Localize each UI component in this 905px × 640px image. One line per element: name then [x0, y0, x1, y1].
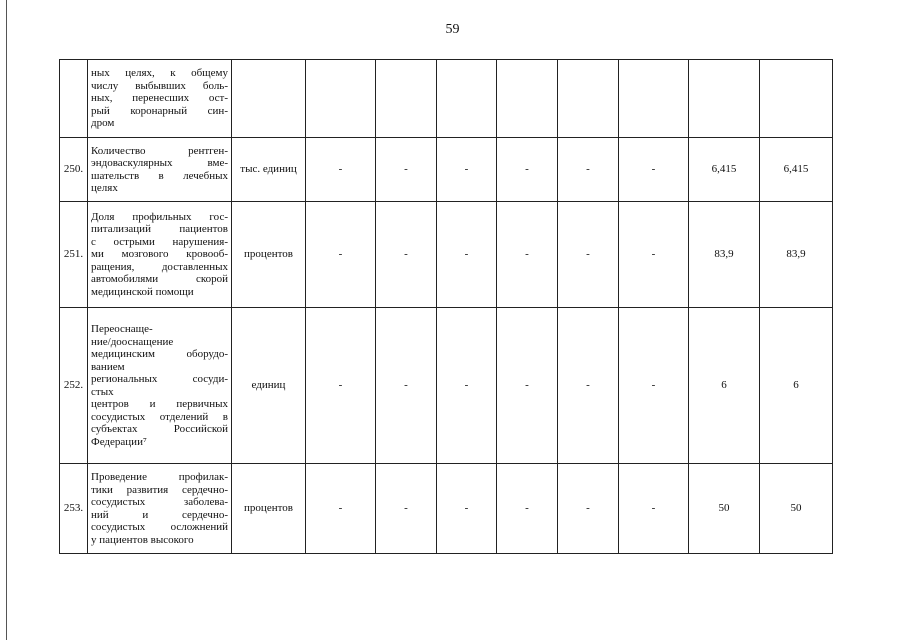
value-cell: - — [558, 202, 619, 308]
indicator-name — [88, 464, 232, 554]
table-row — [60, 138, 833, 202]
value-cell: - — [497, 138, 558, 202]
indicator-name-line: Доля профильных гос- — [91, 210, 228, 223]
row-number — [60, 60, 88, 138]
indicator-name-line: автомобилями скорой — [91, 273, 228, 286]
value-cell: - — [376, 308, 437, 464]
indicator-name-line: сосудистых отделений в — [91, 410, 228, 423]
value-cell: - — [376, 202, 437, 308]
indicator-name-line: центров и первичных — [91, 398, 228, 410]
indicator-name-line: региональных сосуди- — [91, 373, 228, 385]
value-cell: - — [437, 138, 497, 202]
indicator-name-line: ных, перенесших ост- — [91, 92, 228, 105]
indicator-name-line: питализаций пациентов — [91, 223, 228, 236]
indicator-name-line: Федерации⁷ — [91, 435, 147, 448]
indicator-name-line: сосудистых заболева- — [91, 496, 228, 508]
indicator-name-line: целях — [91, 182, 118, 194]
row-number: 252. — [60, 308, 88, 464]
indicator-name-line: ний и сердечно- — [91, 508, 228, 521]
row-number: 253. — [60, 464, 88, 554]
value-cell: 50 — [760, 464, 833, 554]
unit-of-measure: процентов — [232, 464, 306, 554]
value-cell: 50 — [689, 464, 760, 554]
left-margin-rule — [6, 0, 7, 640]
indicator-name-line: медицинской помощи — [91, 285, 194, 298]
value-cell: - — [619, 464, 689, 554]
indicator-name-line: числу выбывших боль- — [91, 79, 228, 92]
indicator-name-line: ми мозгового кровооб- — [91, 248, 228, 261]
indicator-name-line: у пациентов высокого — [91, 533, 194, 546]
indicator-name-line: ных целях, к общему — [91, 67, 228, 80]
indicator-name-line: Проведение профилак- — [91, 471, 228, 483]
value-cell: - — [497, 464, 558, 554]
unit-of-measure — [232, 60, 306, 138]
value-cell: - — [437, 464, 497, 554]
value-cell: - — [306, 464, 376, 554]
table-row — [60, 464, 833, 554]
value-cell — [306, 60, 376, 138]
table-row — [60, 202, 833, 308]
value-cell — [376, 60, 437, 138]
indicator-name-line: дром — [91, 117, 115, 130]
indicator-name — [88, 308, 232, 464]
indicator-name-line: рый коронарный син- — [91, 104, 228, 117]
indicators-table — [59, 59, 833, 554]
value-cell — [437, 60, 497, 138]
indicator-name-line: Переоснаще- — [91, 323, 153, 335]
value-cell: - — [497, 202, 558, 308]
unit-of-measure: тыс. единиц — [232, 138, 306, 202]
indicator-name-line: медицинским оборудо- — [91, 348, 228, 360]
unit-of-measure: единиц — [232, 308, 306, 464]
value-cell — [689, 60, 760, 138]
unit-of-measure: процентов — [232, 202, 306, 308]
value-cell: 6 — [760, 308, 833, 464]
indicator-name — [88, 138, 232, 202]
value-cell: - — [558, 464, 619, 554]
indicator-name-line: субъектах Российской — [91, 423, 228, 435]
value-cell — [760, 60, 833, 138]
indicator-name — [88, 202, 232, 308]
table-row — [60, 308, 833, 464]
value-cell: - — [437, 308, 497, 464]
row-number: 251. — [60, 202, 88, 308]
page-number: 59 — [445, 22, 460, 37]
indicator-name-line: Количество рентген- — [91, 144, 228, 157]
indicator-name-line: тики развития сердечно- — [91, 483, 228, 496]
indicator-name-line: с острыми нарушения- — [91, 235, 228, 248]
indicator-name-line: ние/дооснащение — [91, 335, 174, 348]
indicator-name-line: шательств в лечебных — [91, 169, 228, 182]
value-cell: 6,415 — [689, 138, 760, 202]
value-cell: - — [619, 308, 689, 464]
value-cell: - — [306, 202, 376, 308]
indicator-name-line: ванием — [91, 360, 125, 373]
indicator-name-line: ращения, доставленных — [91, 260, 228, 273]
row-number: 250. — [60, 138, 88, 202]
value-cell: 6 — [689, 308, 760, 464]
value-cell — [619, 60, 689, 138]
value-cell — [558, 60, 619, 138]
value-cell: - — [558, 138, 619, 202]
value-cell: - — [306, 138, 376, 202]
table-row — [60, 60, 833, 138]
value-cell: - — [619, 202, 689, 308]
value-cell: - — [497, 308, 558, 464]
value-cell: 83,9 — [760, 202, 833, 308]
value-cell: - — [619, 138, 689, 202]
value-cell: - — [558, 308, 619, 464]
value-cell: - — [306, 308, 376, 464]
value-cell: - — [376, 464, 437, 554]
indicator-name-line: эндоваскулярных вме- — [91, 157, 228, 169]
value-cell: - — [376, 138, 437, 202]
value-cell — [497, 60, 558, 138]
value-cell: - — [437, 202, 497, 308]
indicator-name-line: стых — [91, 385, 114, 398]
value-cell: 83,9 — [689, 202, 760, 308]
indicator-name-line: сосудистых осложнений — [91, 521, 228, 533]
value-cell: 6,415 — [760, 138, 833, 202]
indicator-name — [88, 60, 232, 138]
